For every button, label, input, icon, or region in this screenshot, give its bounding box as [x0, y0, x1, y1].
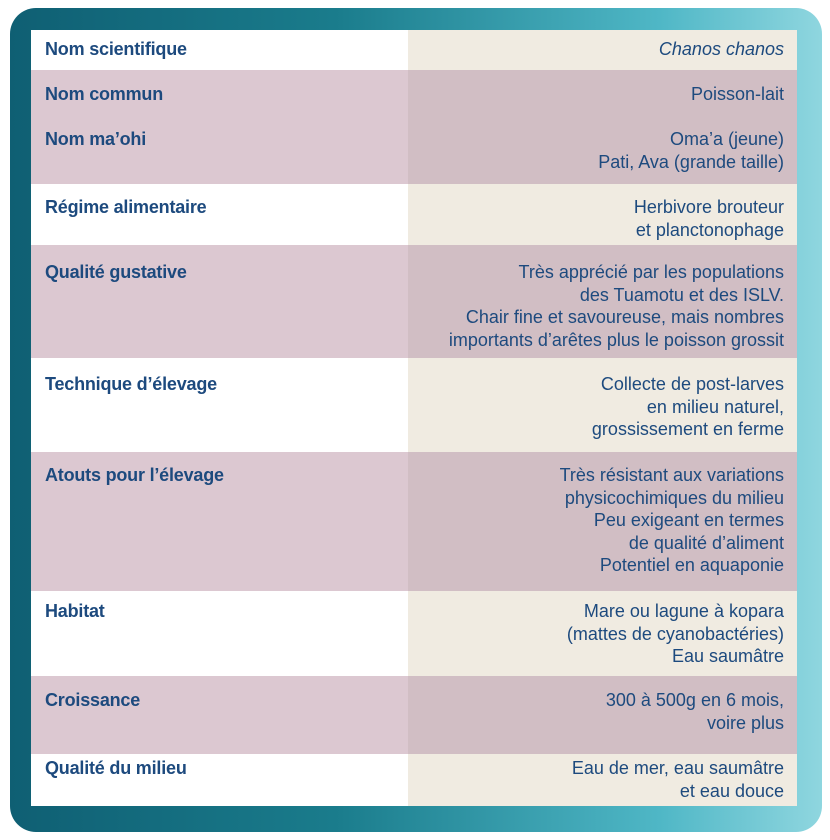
value-line: Collecte de post-larves — [600, 374, 784, 394]
row-label: Régime alimentaire — [31, 184, 408, 245]
value-line: 300 à 500g en 6 mois, — [605, 690, 784, 710]
table-row-technique-elevage — [31, 358, 797, 452]
value-line: des Tuamotu et des ISLV. — [579, 284, 784, 305]
value-line: Très apprécié par les populations — [518, 262, 784, 282]
row-value — [408, 358, 797, 452]
value-line: et planctonophage — [635, 219, 784, 240]
row-value — [408, 591, 797, 676]
row-label: Croissance — [31, 676, 408, 754]
row-value — [408, 676, 797, 754]
value-line: Chanos chanos — [658, 39, 784, 59]
table-row-nom-maohi — [31, 115, 797, 184]
value-line: Potentiel en aquaponie — [599, 555, 784, 575]
species-info-table — [31, 30, 797, 806]
table-row-croissance — [31, 676, 797, 754]
row-value — [408, 245, 797, 358]
row-value — [408, 184, 797, 245]
value-line: Eau saumâtre — [671, 646, 784, 666]
value-line: Mare ou lagune à kopara — [583, 601, 784, 621]
value-line: physicochimiques du milieu — [564, 487, 784, 508]
value-line: Chair fine et savoureuse, mais nombres — [465, 307, 784, 327]
table-row-atouts-elevage — [31, 452, 797, 591]
row-value — [408, 70, 797, 115]
value-line: importants d’arêtes plus le poisson grossit — [448, 329, 784, 350]
value-line: de qualité d’aliment — [628, 532, 784, 553]
value-line: et eau douce — [679, 780, 784, 801]
value-line: Très résistant aux variations — [559, 465, 784, 485]
row-label: Habitat — [31, 591, 408, 676]
row-label: Nom ma’ohi — [31, 115, 408, 184]
row-label: Qualité gustative — [31, 245, 408, 358]
row-value — [408, 754, 797, 806]
value-line: Oma’a (jeune) — [669, 129, 784, 149]
row-label: Qualité du milieu — [31, 754, 408, 806]
row-label: Technique d’élevage — [31, 358, 408, 452]
value-line: Poisson-lait — [690, 84, 784, 104]
row-value — [408, 115, 797, 184]
table-row-qualite-gustative — [31, 245, 797, 358]
value-line: grossissement en ferme — [591, 419, 784, 439]
row-label: Nom scientifique — [31, 30, 408, 70]
value-line: Peu exigeant en termes — [593, 510, 784, 530]
table-row-nom-commun — [31, 70, 797, 115]
row-value — [408, 30, 797, 70]
table-row-qualite-milieu — [31, 754, 797, 806]
value-line: en milieu naturel, — [646, 396, 784, 417]
row-label: Atouts pour l’élevage — [31, 452, 408, 591]
table-row-nom-scientifique — [31, 30, 797, 70]
value-line: (mattes de cyanobactéries) — [566, 623, 784, 644]
value-line: Eau de mer, eau saumâtre — [571, 758, 784, 778]
value-line: Pati, Ava (grande taille) — [598, 151, 784, 172]
row-label: Nom commun — [31, 70, 408, 115]
table-row-regime-alimentaire — [31, 184, 797, 245]
row-value — [408, 452, 797, 591]
table-row-habitat — [31, 591, 797, 676]
value-line: Herbivore brouteur — [633, 197, 784, 217]
value-line: voire plus — [706, 712, 784, 733]
